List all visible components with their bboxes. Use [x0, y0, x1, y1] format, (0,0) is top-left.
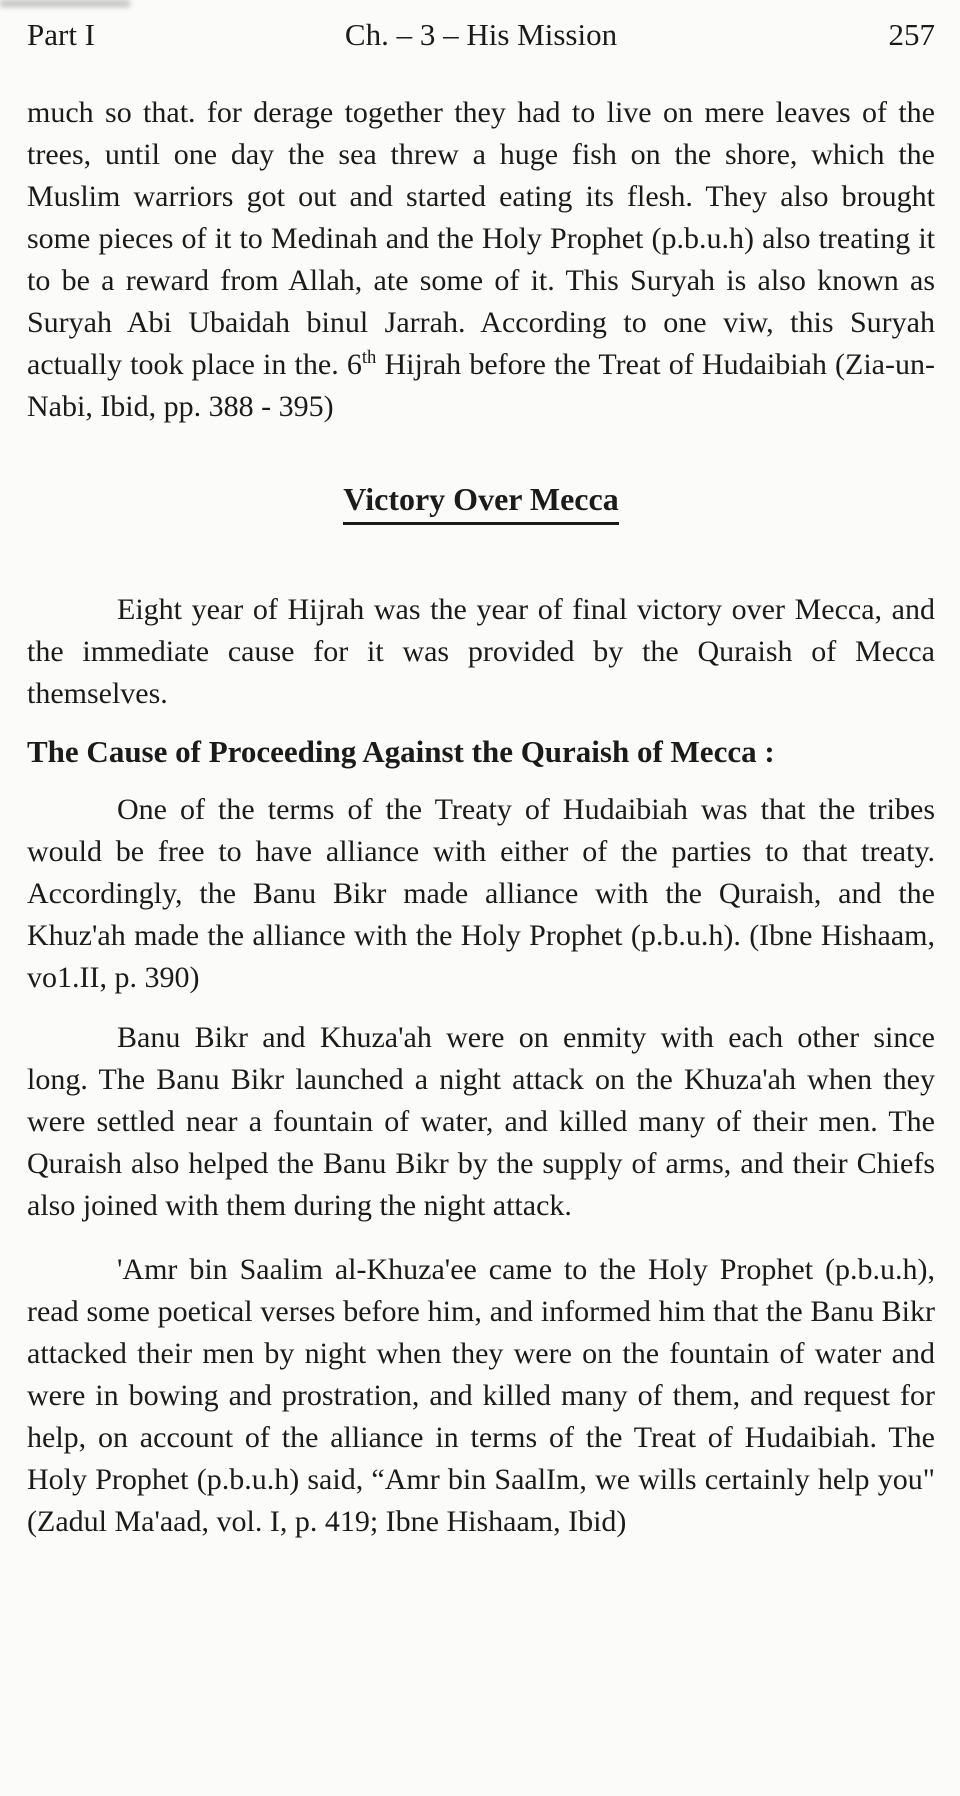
paragraph-text-before-superscript: much so that. for derage together they had to live on mere leaves of the trees, until one day the sea threw a huge fish on the shore, which the Muslim warriors got out and started eating its flesh. They also brought some pieces of it to Medinah and the Holy Prophet (p.b.u.h) also treating it to be a reward from Allah, ate some of it. This Suryah is also known as Suryah Abi Ubaidah binul Jarrah. According to one viw, this Suryah actually took place in the. 6: [27, 96, 935, 381]
section-heading-text: Victory Over Mecca: [343, 478, 618, 525]
paragraph-banu-bikr-night-attack: Banu Bikr and Khuza'ah were on enmity with each other since long. The Banu Bikr launched a night attack on the Khuza'ah when they were settled near a fountain of water, and killed many of their men. The Quraish also helped the Banu Bikr by the supply of arms, and their Chiefs also joined with them during the night attack.: [27, 1021, 935, 1222]
ordinal-superscript: th: [361, 347, 377, 368]
page-body: [27, 92, 935, 1543]
header-page-number: 257: [888, 17, 935, 52]
paragraph-suryah-abi-ubaidah: [27, 92, 935, 428]
sub-heading-cause-of-proceeding: The Cause of Proceeding Against the Quraish of Mecca :: [27, 734, 775, 769]
paragraph-text-after-superscript: Hijrah before the Treat of Hudaibiah (Zia-un-Nabi, Ibid, pp. 388 - 395): [27, 348, 935, 423]
paragraph-eight-year-of-hijrah: Eight year of Hijrah was the year of final victory over Mecca, and the immediate cause for it was provided by the Quraish of Mecca themselves.: [27, 593, 935, 710]
paragraph-treaty-of-hudaibiah-terms: One of the terms of the Treaty of Hudaibiah was that the tribes would be free to have alliance with either of the parties to that treaty. Accordingly, the Banu Bikr made alliance with the Quraish, and the Khuz'ah made the alliance with the Holy Prophet (p.b.u.h). (Ibne Hishaam, vo1.II, p. 390): [27, 793, 935, 994]
header-part-label: Part I: [27, 17, 96, 52]
section-heading-victory-over-mecca: [27, 478, 935, 525]
scan-smudge-artifact: [0, 0, 130, 7]
header-chapter-title: Ch. – 3 – His Mission: [344, 17, 618, 52]
page-header: [27, 14, 935, 56]
paragraph-amr-bin-saalim-request: 'Amr bin Saalim al-Khuza'ee came to the Holy Prophet (p.b.u.h), read some poetical verses before him, and informed him that the Banu Bikr attacked their men by night when they were on the fountain of water and were in bowing and prostration, and killed many of them, and request for help, on account of the alliance in terms of the Treat of Hudaibiah. The Holy Prophet (p.b.u.h) said, “Amr bin SaalIm, we wills certainly help you" (Zadul Ma'aad, vol. I, p. 419; Ibne Hishaam, Ibid): [27, 1253, 935, 1538]
